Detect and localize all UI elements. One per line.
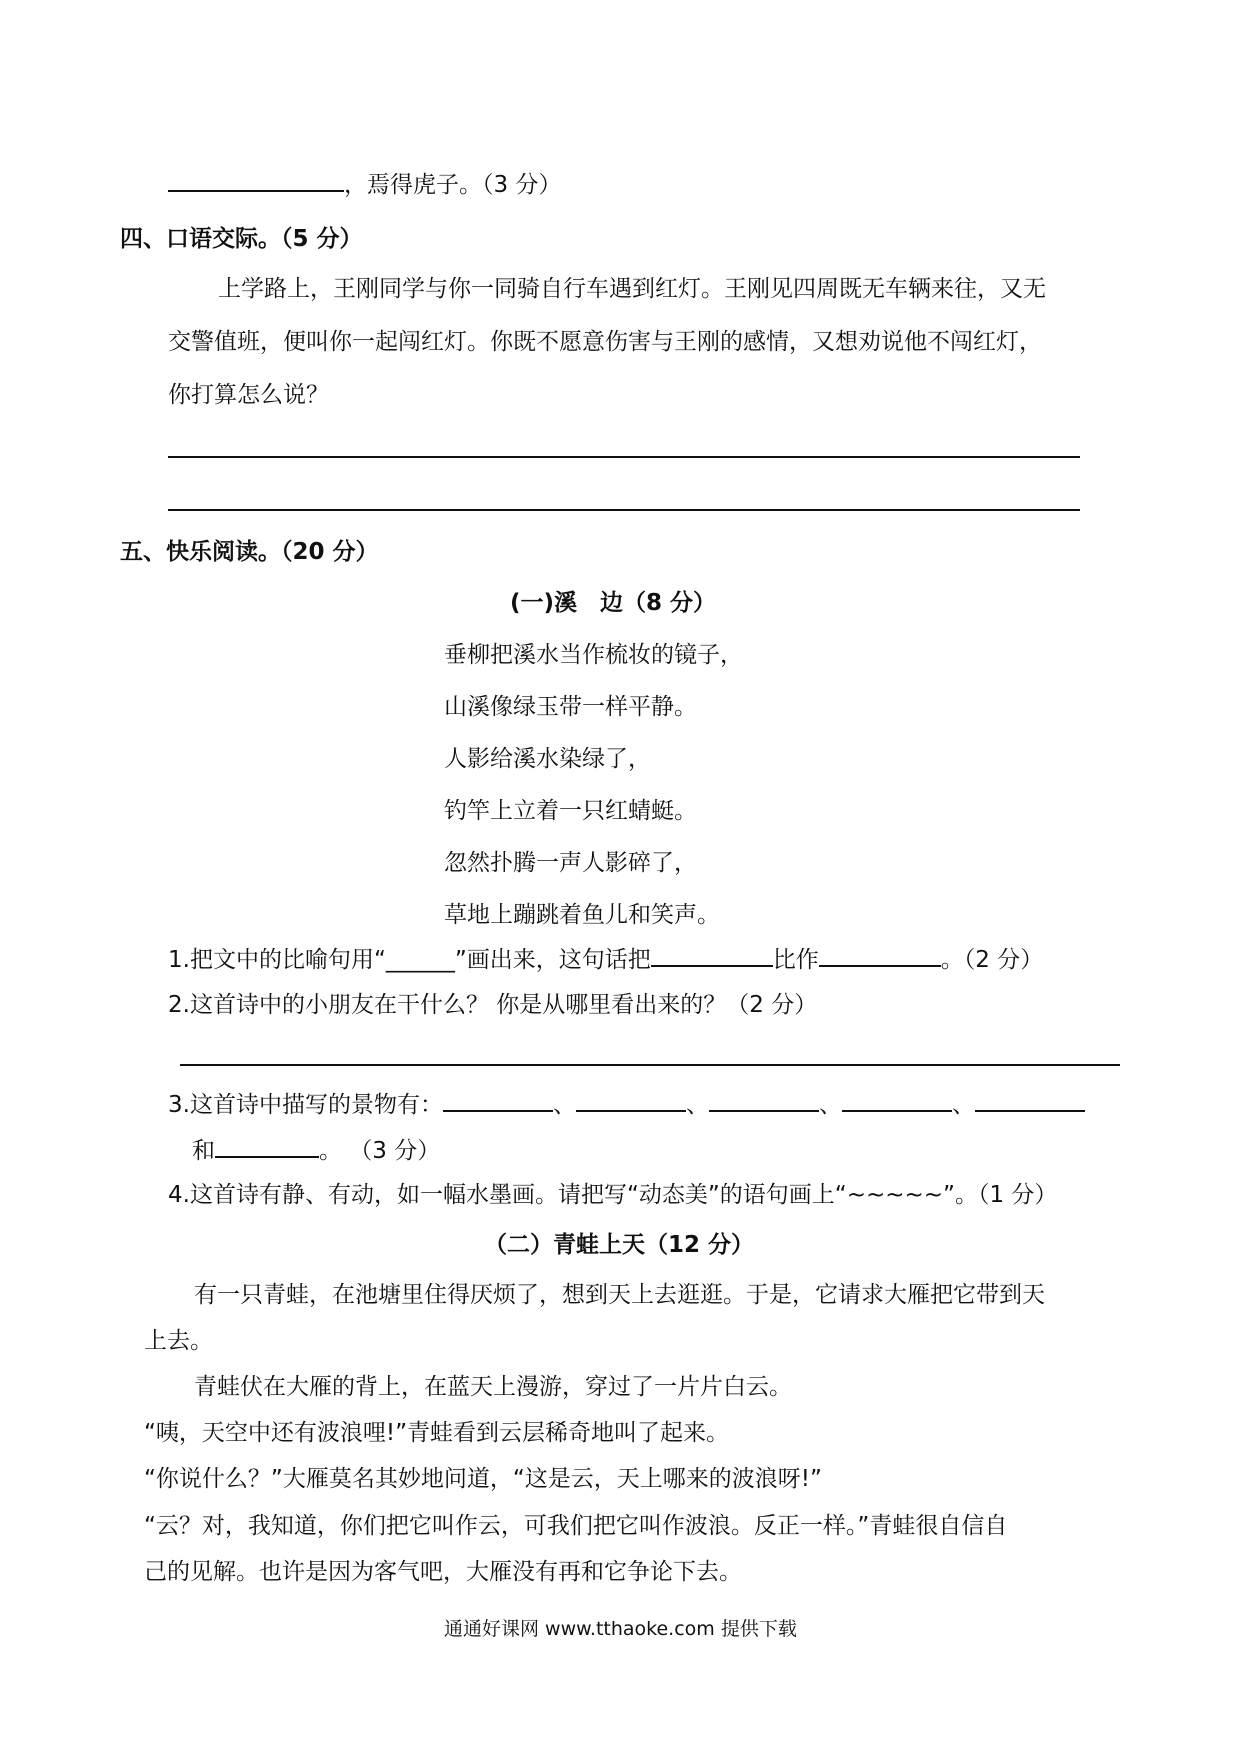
- answer-line[interactable]: [180, 1064, 1120, 1066]
- answer-blank[interactable]: [651, 943, 773, 967]
- idiom-line-text: ，焉得虎子。（3 分）: [344, 172, 562, 198]
- answer-blank[interactable]: [842, 1088, 952, 1112]
- page-footer: 通通好课网 www.tthaoke.com 提供下载: [444, 1618, 797, 1640]
- poem-line: 人影给溪水染绿了，: [444, 746, 651, 772]
- q3-sep: 、: [951, 1092, 975, 1118]
- question-3-cont: [192, 1134, 440, 1166]
- answer-blank[interactable]: [443, 1088, 553, 1112]
- story-line: 有一只青蛙，在池塘里住得厌烦了，想到天上去逛逛。于是，它请求大雁把它带到天: [194, 1282, 1045, 1308]
- answer-blank[interactable]: [709, 1088, 819, 1112]
- story-line: “云？对，我知道，你们把它叫作云，可我们把它叫作波浪。反正一样。”青蛙很自信自: [144, 1513, 1008, 1539]
- answer-blank[interactable]: [215, 1134, 319, 1158]
- section4-para-line: 上学路上，王刚同学与你一同骑自行车遇到红灯。王刚见四周既无车辆来往，又无: [218, 276, 1046, 302]
- answer-line[interactable]: [168, 509, 1080, 511]
- q1-text: 比作: [772, 947, 819, 973]
- q1-text: 1.把文中的比喻句用“______”画出来，这句话把: [168, 947, 651, 973]
- q3-he: 和: [192, 1138, 215, 1164]
- question-1: [168, 943, 1043, 975]
- poem-line: 草地上蹦跳着鱼儿和笑声。: [444, 902, 720, 928]
- q3-end: 。 （3 分）: [319, 1138, 441, 1164]
- poem-line: 山溪像绿玉带一样平静。: [444, 694, 697, 720]
- poem-title: (一)溪 边（8 分）: [510, 590, 717, 616]
- section4-para-line: 你打算怎么说？: [168, 382, 329, 408]
- section4-para-line: 交警值班，便叫你一起闯红灯。你既不愿意伤害与王刚的感情，又想劝说他不闯红灯，: [168, 329, 1042, 355]
- poem-line: 垂柳把溪水当作梳妆的镜子，: [444, 642, 743, 668]
- q3-sep: 、: [685, 1092, 709, 1118]
- story-line: 上去。: [144, 1328, 213, 1354]
- question-2: 2.这首诗中的小朋友在干什么？ 你是从哪里看出来的？（2 分）: [168, 992, 818, 1018]
- poem-line: 钓竿上立着一只红蜻蜓。: [444, 798, 697, 824]
- story-line: 己的见解。也许是因为客气吧，大雁没有再和它争论下去。: [144, 1559, 742, 1585]
- poem-line: 忽然扑腾一声人影碎了，: [444, 850, 697, 876]
- story-line: 青蛙伏在大雁的背上，在蓝天上漫游，穿过了一片片白云。: [194, 1374, 792, 1400]
- idiom-fill-line: [168, 168, 561, 200]
- answer-blank[interactable]: [168, 168, 344, 192]
- question-4: 4.这首诗有静、有动，如一幅水墨画。请把写“动态美”的语句画上“~~~~~”。（1 分）: [168, 1182, 1058, 1208]
- q3-sep: 、: [818, 1092, 842, 1118]
- question-3: [168, 1088, 1085, 1120]
- story-line: “咦，天空中还有波浪哩!”青蛙看到云层稀奇地叫了起来。: [144, 1420, 730, 1446]
- story-line: “你说什么？”大雁莫名其妙地问道，“这是云，天上哪来的波浪呀!”: [144, 1466, 822, 1492]
- answer-blank[interactable]: [576, 1088, 686, 1112]
- answer-line[interactable]: [168, 456, 1080, 458]
- answer-blank[interactable]: [819, 943, 941, 967]
- q1-text: 。（2 分）: [940, 947, 1044, 973]
- story-title: （二）青蛙上天（12 分）: [484, 1232, 755, 1258]
- q3-sep: 、: [552, 1092, 576, 1118]
- q3-text: 3.这首诗中描写的景物有：: [168, 1092, 443, 1118]
- section5-title: 五、快乐阅读。（20 分）: [120, 539, 379, 565]
- answer-blank[interactable]: [975, 1088, 1085, 1112]
- section4-title: 四、口语交际。（5 分）: [120, 226, 363, 252]
